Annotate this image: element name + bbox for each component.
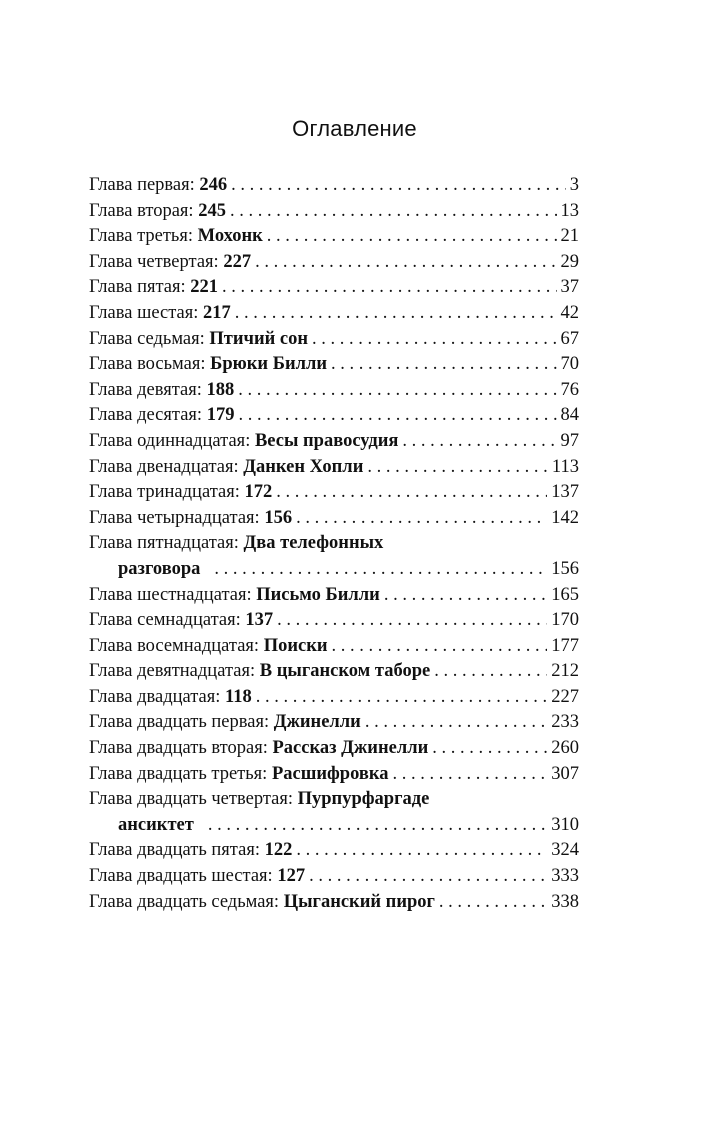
toc-entry [89, 199, 579, 225]
page-number: 260 [551, 738, 579, 759]
chapter-label [89, 403, 234, 429]
chapter-label [89, 531, 383, 557]
chapter-number: Глава двадцатая: [89, 686, 221, 707]
page-number: 21 [560, 226, 579, 247]
table-of-contents [89, 173, 579, 915]
dot-leader [208, 813, 547, 839]
page-number: 76 [560, 379, 579, 400]
dot-leader [402, 429, 556, 455]
chapter-label [89, 890, 435, 916]
chapter-number: Глава девятнадцатая: [89, 661, 256, 682]
chapter-title: 188 [206, 379, 235, 400]
chapter-title: 221 [190, 277, 219, 298]
toc-entry [89, 250, 579, 276]
dot-leader [432, 736, 547, 762]
chapter-title: Два телефонных [243, 533, 384, 554]
chapter-label [89, 378, 234, 404]
chapter-label [89, 327, 308, 353]
page-number: 307 [551, 763, 579, 784]
toc-entry [89, 710, 579, 736]
chapter-title: Рассказ Джинелли [272, 738, 429, 759]
toc-entry [89, 787, 579, 813]
chapter-title: Цыганский пирог [283, 891, 435, 912]
chapter-label [89, 506, 292, 532]
page-number: 165 [551, 584, 579, 605]
toc-entry [89, 506, 579, 532]
chapter-label [89, 864, 305, 890]
page-number: 84 [560, 405, 579, 426]
chapter-number: Глава двадцать пятая: [89, 840, 260, 861]
page-number: 324 [551, 840, 579, 861]
page-number: 42 [560, 302, 579, 323]
chapter-title: 179 [206, 405, 235, 426]
chapter-label [89, 838, 292, 864]
chapter-label [89, 224, 263, 250]
chapter-number: Глава двадцать шестая: [89, 866, 273, 887]
page-number: 97 [560, 430, 579, 451]
chapter-label [89, 659, 430, 685]
chapter-title: Пурпурфаргаде [297, 789, 430, 810]
toc-entry [89, 634, 579, 660]
dot-leader [312, 327, 556, 353]
page-number: 37 [560, 277, 579, 298]
toc-entry [89, 890, 579, 916]
chapter-label [89, 787, 429, 813]
dot-leader [331, 352, 556, 378]
chapter-title: Письмо Билли [256, 584, 380, 605]
page-number: 310 [551, 814, 579, 835]
chapter-title-continuation: разговора [118, 558, 201, 579]
chapter-number: Глава пятнадцатая: [89, 533, 239, 554]
dot-leader [332, 634, 548, 660]
page-number: 3 [569, 175, 579, 195]
dot-leader [230, 199, 557, 225]
chapter-title: Мохонк [197, 226, 263, 247]
chapter-number: Глава тринадцатая: [89, 482, 240, 503]
chapter-label [89, 352, 327, 378]
toc-entry [89, 327, 579, 353]
chapter-label [89, 301, 231, 327]
toc-entry [89, 173, 579, 199]
chapter-number: Глава двадцать третья: [89, 763, 268, 784]
dot-leader [238, 378, 556, 404]
chapter-title: 227 [223, 251, 252, 272]
chapter-number: Глава десятая: [89, 405, 203, 426]
page-number: 142 [551, 507, 579, 528]
toc-entry [89, 301, 579, 327]
toc-entry [89, 455, 579, 481]
toc-entry [89, 224, 579, 250]
chapter-title: 137 [245, 610, 274, 631]
dot-leader [296, 838, 547, 864]
dot-leader [296, 506, 547, 532]
dot-leader [439, 890, 547, 916]
dot-leader [309, 864, 547, 890]
toc-entry [89, 736, 579, 762]
chapter-title: 246 [199, 175, 228, 195]
chapter-title: 122 [264, 840, 293, 861]
dot-leader [365, 710, 547, 736]
chapter-number: Глава третья: [89, 226, 194, 247]
chapter-title: 118 [225, 686, 252, 707]
chapter-label [89, 173, 227, 199]
dot-leader [231, 173, 566, 199]
dot-leader [235, 301, 557, 327]
dot-leader [267, 224, 557, 250]
chapter-title: Расшифровка [271, 763, 389, 784]
page-number: 233 [551, 712, 579, 733]
dot-leader [434, 659, 547, 685]
chapter-number: Глава двенадцатая: [89, 456, 239, 477]
chapter-label [89, 710, 361, 736]
chapter-number: Глава одиннадцатая: [89, 430, 251, 451]
page-number: 170 [551, 610, 579, 631]
page-number: 13 [560, 200, 579, 221]
chapter-title: 217 [203, 302, 231, 323]
toc-entry [89, 583, 579, 609]
toc-entry [89, 480, 579, 506]
page-number: 29 [560, 251, 579, 272]
chapter-number: Глава семнадцатая: [89, 610, 241, 631]
dot-leader [276, 480, 547, 506]
chapter-title: 172 [244, 482, 273, 503]
chapter-label [89, 583, 380, 609]
chapter-title: 245 [198, 200, 226, 221]
chapter-label [89, 480, 272, 506]
page-number: 177 [551, 635, 579, 656]
chapter-number: Глава восемнадцатая: [89, 635, 260, 656]
chapter-number: Глава четырнадцатая: [89, 507, 260, 528]
chapter-number: Глава двадцать вторая: [89, 738, 268, 759]
page-number: 137 [551, 482, 579, 503]
chapter-title: Весы правосудия [254, 430, 399, 451]
chapter-number: Глава пятая: [89, 277, 186, 298]
dot-leader [393, 762, 548, 788]
page-number: 227 [551, 686, 579, 707]
chapter-number: Глава двадцать четвертая: [89, 789, 293, 810]
chapter-label [89, 199, 226, 225]
page-number: 338 [551, 891, 579, 912]
dot-leader [256, 685, 547, 711]
chapter-label [89, 455, 363, 481]
chapter-number: Глава первая: [89, 175, 195, 195]
chapter-title: В цыганском таборе [259, 661, 431, 682]
toc-entry [89, 659, 579, 685]
toc-entry [89, 352, 579, 378]
toc-entry [89, 275, 579, 301]
chapter-number: Глава вторая: [89, 200, 194, 221]
toc-entry [89, 762, 579, 788]
chapter-label [89, 634, 328, 660]
chapter-number: Глава девятая: [89, 379, 202, 400]
dot-leader [214, 557, 547, 583]
chapter-title: Данкен Хопли [243, 456, 364, 477]
toc-entry [89, 531, 579, 557]
page-title: Оглавление [292, 116, 417, 141]
chapter-title-continuation: ансиктет [118, 814, 194, 835]
chapter-title: 127 [277, 866, 306, 887]
chapter-title: Брюки Билли [210, 354, 328, 375]
page-number: 212 [551, 661, 579, 682]
chapter-number: Глава четвертая: [89, 251, 219, 272]
page-number: 156 [551, 558, 579, 579]
toc-entry [89, 864, 579, 890]
toc-entry [89, 685, 579, 711]
page-number: 333 [551, 866, 579, 887]
dot-leader [367, 455, 548, 481]
chapter-title: Поиски [263, 635, 328, 656]
chapter-number: Глава двадцать седьмая: [89, 891, 280, 912]
dot-leader [384, 583, 547, 609]
chapter-number: Глава шестнадцатая: [89, 584, 252, 605]
toc-entry-continuation [89, 557, 579, 583]
chapter-label [89, 608, 273, 634]
chapter-number: Глава седьмая: [89, 328, 205, 349]
dot-leader [222, 275, 556, 301]
chapter-title: Птичий сон [209, 328, 309, 349]
toc-entry-continuation [89, 813, 579, 839]
page-number: 70 [560, 354, 579, 375]
chapter-title: 156 [264, 507, 293, 528]
dot-leader [238, 403, 556, 429]
dot-leader [277, 608, 547, 634]
toc-entry [89, 378, 579, 404]
chapter-number: Глава двадцать первая: [89, 712, 270, 733]
dot-leader [255, 250, 556, 276]
page-number: 67 [560, 328, 579, 349]
page-number: 113 [551, 456, 579, 477]
chapter-label [89, 429, 398, 455]
chapter-label [89, 736, 428, 762]
chapter-number: Глава восьмая: [89, 354, 206, 375]
toc-entry [89, 608, 579, 634]
chapter-label [89, 275, 218, 301]
toc-entry [89, 429, 579, 455]
toc-entry [89, 403, 579, 429]
chapter-label [89, 762, 389, 788]
chapter-title: Джинелли [273, 712, 361, 733]
toc-entry [89, 838, 579, 864]
chapter-number: Глава шестая: [89, 302, 199, 323]
chapter-label [89, 250, 251, 276]
chapter-label [89, 685, 252, 711]
